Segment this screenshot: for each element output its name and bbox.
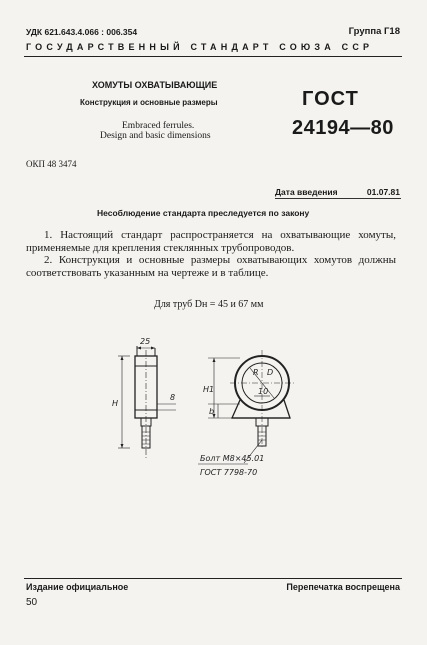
dim-10-label: 10 [258,387,269,396]
paragraph-1: 1. Настоящий стандарт распространяется на охватывающие хомуты, применяемые для крепления стеклянных трубопроводов. [26,229,396,254]
okp-code: ОКП 48 3474 [26,159,77,169]
paragraph-2: 2. Конструкция и основные размеры охватывающих хомутов должны соответствовать указанным на чертеже и в таблице. [26,254,396,279]
official-edition-label: Издание официальное [26,582,129,592]
legal-notice: Несоблюдение стандарта преследуется по закону [97,208,310,218]
top-rule [24,56,402,57]
page-number: 50 [26,597,38,608]
ferrule-technical-drawing [90,328,350,488]
figure-caption: Для труб Dн = 45 и 67 мм [154,299,264,310]
bottom-rule [24,578,402,579]
bolt-label: Болт М8×45.01 [200,454,265,463]
english-title-line1: Embraced ferrules. [122,121,195,131]
english-title-line2: Design and basic dimensions [100,131,211,141]
gost-label: ГОСТ [302,88,359,110]
document-subtitle: Конструкция и основные размеры [80,98,218,107]
dim-thickness-label: 8 [170,393,176,402]
bolt-standard-label: ГОСТ 7798-70 [200,468,258,477]
gost-number: 24194—80 [292,117,394,139]
dim-height-label: H [112,399,119,408]
dim-b-label: b [209,407,215,416]
group-code: Группа Г18 [348,26,400,37]
state-standard-heading: ГОСУДАРСТВЕННЫЙ СТАНДАРТ СОЮЗА ССР [26,42,374,52]
intro-date-label: Дата введения [275,187,338,197]
dim-r-label: R [253,368,259,377]
reprint-prohibited-label: Перепечатка воспрещена [286,582,400,592]
dim-width-label: 25 [140,337,151,346]
intro-date-value: 01.07.81 [366,187,400,197]
intro-underline [275,198,401,199]
dim-h1-label: H1 [203,385,215,394]
udk-code: УДК 621.643.4.066 : 006.354 [26,27,138,37]
dim-d-label: D [267,368,274,377]
document-title: ХОМУТЫ ОХВАТЫВАЮЩИЕ [92,80,218,90]
